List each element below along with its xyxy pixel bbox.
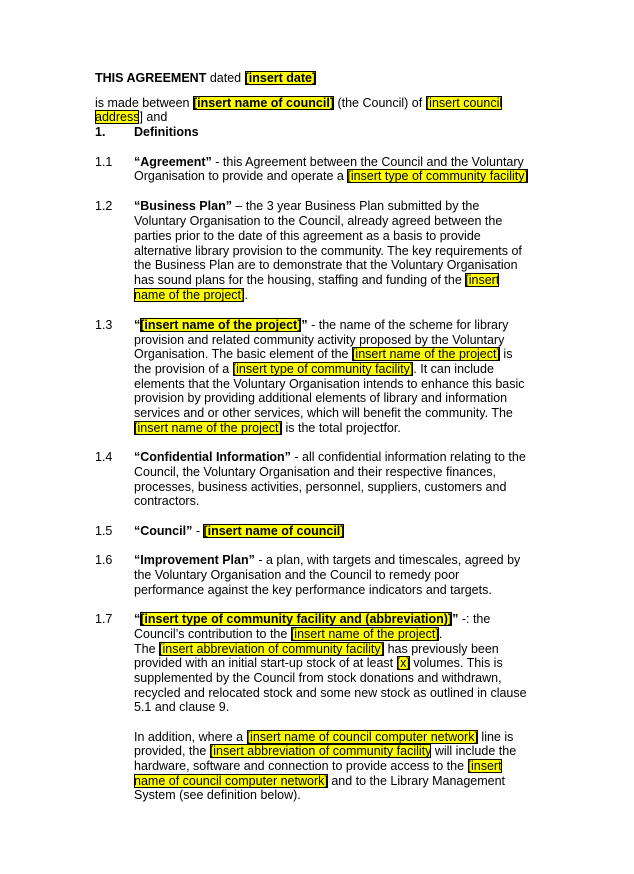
term-improvement-plan: “Improvement Plan”	[134, 553, 255, 567]
agreement-heading: THIS AGREEMENT dated [insert date]	[95, 71, 317, 85]
clause-1-3-line: services and or other services, which will benefit the community. The	[134, 406, 513, 420]
placeholder-council-name: [insert name of council]	[192, 96, 334, 110]
clause-1-7-line: supplemented by the Council from stock donations and withdrawn,	[134, 671, 502, 685]
section-title: Definitions	[134, 125, 199, 139]
clause-1-7-para2-line: hardware, software and connection to provide access to the [insert	[134, 759, 502, 773]
clause-1-2-line: name of the project].	[134, 288, 248, 302]
placeholder-facility-abbreviation: [insert abbreviation of community facility]	[159, 642, 385, 656]
clause-1-2-line: “Business Plan” – the 3 year Business Plan submitted by the	[134, 199, 480, 213]
clause-1-3-line: Organisation. The basic element of the [insert name of the project] is	[134, 347, 513, 361]
placeholder-volume-count: [x]	[396, 656, 410, 670]
clause-number: 1.1	[95, 155, 113, 169]
placeholder-project-name: [insert name of the project]	[351, 347, 500, 361]
clause-1-1-line: Organisation to provide and operate a [insert type of community facility]	[134, 169, 528, 183]
clause-number: 1.3	[95, 318, 113, 332]
clause-1-2-line: alternative library provision to the community. The key requirements of	[134, 244, 522, 258]
parties-line-2: address] and	[95, 110, 168, 124]
placeholder-project-name: [insert name of the project]	[134, 421, 282, 435]
clause-1-2-line: has sound plans for the housing, staffing and funding of the [insert	[134, 273, 500, 287]
clause-1-3-line: [insert name of the project] is the total projectfor.	[134, 421, 401, 435]
clause-number: 1.6	[95, 553, 113, 567]
section-number: 1.	[95, 125, 106, 139]
clause-1-2-line: the Business Plan are to demonstrate that the Voluntary Organisation	[134, 258, 518, 272]
clause-1-7-para2-line: name of council computer network] and to the Library Management	[134, 774, 506, 788]
clause-1-7-para2-line: System (see definition below).	[134, 788, 301, 802]
clause-1-2-line: Voluntary Organisation to the Council, already agreed between the	[134, 214, 503, 228]
term-business-plan: “Business Plan”	[134, 199, 232, 213]
clause-number: 1.5	[95, 524, 113, 538]
placeholder-council-name: [insert name of council]	[203, 524, 345, 538]
agreement-title: THIS AGREEMENT	[95, 71, 207, 85]
clause-1-4-line: contractors.	[134, 494, 200, 508]
clause-number: 1.4	[95, 450, 113, 464]
parties-line-1: is made between [insert name of council] (the Council) of [insert council	[95, 96, 503, 110]
clause-1-7-line: recycled and relocated stock and some new stock as outlined in clause	[134, 686, 527, 700]
placeholder-date: [insert date]	[244, 71, 317, 85]
clause-1-7-line: 5.1 and clause 9.	[134, 700, 230, 714]
clause-1-3-line: provision by providing additional elements of library and information	[134, 391, 508, 405]
placeholder-community-facility: [insert type of community facility]	[347, 169, 528, 183]
clause-1-7-para2-line: provided, the [insert abbreviation of community facility will include the	[134, 744, 517, 758]
clause-1-2-line: parties prior to the date of this agreement as a basis to provide	[134, 229, 481, 243]
term-agreement: “Agreement”	[134, 155, 212, 169]
clause-1-3-line: elements that the Voluntary Organisation intends to enhance this basic	[134, 377, 525, 391]
clause-1-3-line: provision and related community activity proposed by the Voluntary	[134, 333, 505, 347]
clause-1-7-line: “[insert type of community facility and (abbreviation)]” -: the	[134, 612, 491, 626]
term-facility-abbreviation-placeholder: [insert type of community facility and (abbreviation)]	[140, 612, 453, 626]
clause-1-7-line: Council’s contribution to the [insert name of the project].	[134, 627, 443, 641]
clause-number: 1.2	[95, 199, 113, 213]
term-council: “Council”	[134, 524, 193, 538]
clause-1-4-line: “Confidential Information” - all confidential information relating to the	[134, 450, 526, 464]
clause-1-1-line: “Agreement” - this Agreement between the Council and the Voluntary	[134, 155, 524, 169]
clause-1-7-line: The [insert abbreviation of community facility] has previously been	[134, 642, 499, 656]
clause-1-3-line: the provision of a [insert type of community facility]. It can include	[134, 362, 494, 376]
placeholder-facility-abbreviation: [insert abbreviation of community facility	[209, 744, 432, 758]
term-project-placeholder: [insert name of the project]	[140, 318, 302, 332]
clause-1-6-line: performance against the key performance indicators and targets.	[134, 583, 492, 597]
clause-1-5-line: “Council” - [insert name of council]	[134, 524, 345, 538]
clause-1-3-line: “[insert name of the project]” - the name of the scheme for library	[134, 318, 509, 332]
clause-1-6-line: the Voluntary Organisation and the Council to remedy poor	[134, 568, 460, 582]
placeholder-computer-network: [insert	[467, 759, 502, 773]
clause-1-7-line: provided with an initial start-up stock of at least [x] volumes. This is	[134, 656, 503, 670]
clause-1-4-line: Council, the Voluntary Organisation and their respective finances,	[134, 465, 497, 479]
placeholder-project-name: [insert	[465, 273, 500, 287]
term-confidential-information: “Confidential Information”	[134, 450, 291, 464]
clause-1-7-para2-line: In addition, where a [insert name of council computer network] line is	[134, 730, 514, 744]
placeholder-computer-network: [insert name of council computer network]	[246, 730, 478, 744]
placeholder-community-facility: [insert type of community facility]	[232, 362, 414, 376]
clause-number: 1.7	[95, 612, 113, 626]
clause-1-4-line: processes, business activities, personnel, suppliers, customers and	[134, 480, 507, 494]
placeholder-council-address: [insert council	[425, 96, 503, 110]
placeholder-project-name: [insert name of the project]	[290, 627, 439, 641]
clause-1-6-line: “Improvement Plan” - a plan, with targets and timescales, agreed by	[134, 553, 521, 567]
